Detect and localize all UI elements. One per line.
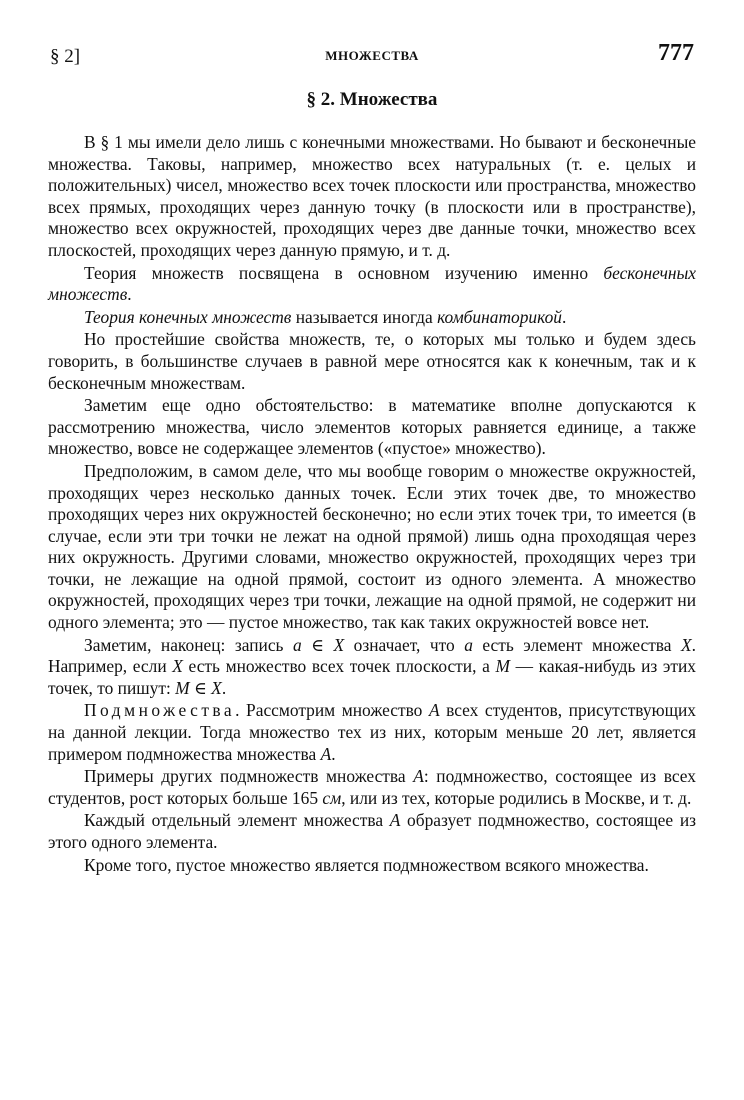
paragraph [48, 461, 696, 634]
italic-run: бесконечных множеств [48, 262, 696, 305]
text-run: называется иногда [291, 306, 438, 327]
italic-run: Теория конечных множеств [84, 306, 292, 327]
text-run: : подмножество, состоящее из всех студентов, рост которых больше 165 [48, 766, 696, 808]
text-run: Каждый отдельный элемент множества [84, 810, 390, 831]
running-header-title: МНОЖЕСТВА [325, 48, 419, 63]
italic-run: см [322, 787, 342, 808]
paragraph [48, 810, 696, 853]
text-run: всех студентов, присутствующих на данной лекции. Тогда множество тех из них, которым меньше 20 лет, является примером подмножества множества [48, 700, 696, 764]
text-run: . [331, 743, 336, 764]
paragraph [48, 307, 696, 329]
paragraph [48, 329, 696, 394]
paragraph [48, 766, 696, 809]
italic-run: a [464, 634, 473, 655]
italic-run: A [320, 743, 332, 764]
text-run: . [561, 306, 567, 327]
italic-run: A [428, 700, 440, 721]
page-number: 777 [658, 40, 694, 66]
text-run: Предположим, в самом деле, что мы вообще говорим о множестве окружностей, проходящих через несколько данных точек. Если этих точек две, то множество проходящих через них окружностей бесконечно; но если этих точек три, то имеется (в случае, если эти три точки не лежат на одной прямой) лишь одна проходящая через них окружность. Другими словами, множество окружностей, проходящих через три точки, не лежащие на одной прямой, состоит из одного элемента. А множество окружностей, проходящих через три точки, лежащие на одной прямой, не содержит ни одного элемента; это — пустое множество, так как таких окружностей вовсе нет. [48, 460, 696, 633]
text-run: Но простейшие свойства множеств, те, о которых мы только и будем здесь говорить, в большинстве случаев в равной мере относятся как к конечным, так и к бесконечным множествам. [48, 329, 696, 393]
text-run: . Например, если [48, 634, 696, 677]
text-run: . [221, 677, 227, 698]
text-run: — какая-нибудь из этих точек, то пишут: [48, 656, 696, 698]
text-run: . Рассмотрим множество [235, 700, 429, 721]
paragraph [48, 263, 696, 306]
italic-run: a ∈ X [292, 634, 345, 655]
text-run: Примеры других подмножеств множества [84, 766, 414, 787]
paragraph [48, 132, 696, 262]
paragraph [48, 635, 696, 700]
text-run: , или из тех, которые родились в Москве, и т. д. [341, 787, 692, 808]
italic-run: A [413, 766, 424, 787]
text-run: Заметим еще одно обстоятельство: в математике вполне допускаются к рассмотрению множества, число элементов которых равняется единице, а также множество, вовсе не содержащее элементов («пустое» множество). [48, 395, 696, 459]
spaced-run: Подмножества [84, 700, 236, 721]
text-run: есть множество всех точек плоскости, а [182, 656, 496, 677]
body-text [48, 132, 696, 876]
running-header-section: § 2] [50, 46, 81, 67]
text-run: В § 1 мы имели дело лишь с конечными множествами. Но бывают и бесконечные множества. Таковы, например, множество всех натуральных (т. е. целых и положительных) чисел, множество всех точек плоскости или пространства, множество всех прямых, проходящих через данную точку (в плоскости или в пространстве), множество всех окружностей, проходящих через две данные точки, множество всех плоскостей, проходящих через данную прямую, и т. д. [48, 132, 696, 260]
text-run: Теория множеств посвящена в основном изучению именно [84, 262, 604, 283]
paragraph [48, 395, 696, 460]
paragraph [48, 700, 696, 765]
italic-run: комбинаторикой [437, 306, 562, 327]
text-run: образует подмножество, состоящее из этого одного элемента. [48, 810, 696, 852]
italic-run: M [495, 656, 510, 677]
paragraph [48, 855, 696, 877]
italic-run: M ∈ X [175, 677, 222, 698]
text-run: есть элемент множества [472, 634, 682, 655]
section-title: § 2. Множества [306, 89, 438, 110]
italic-run: X [681, 634, 692, 655]
italic-run: A [389, 810, 401, 831]
page-header [0, 0, 744, 80]
text-run: означает, что [344, 634, 465, 655]
text-run: Заметим, наконец: запись [84, 634, 293, 655]
text-run: Кроме того, пустое множество является подмножеством всякого множества. [84, 854, 649, 875]
text-run: . [127, 284, 132, 305]
italic-run: X [172, 656, 183, 677]
